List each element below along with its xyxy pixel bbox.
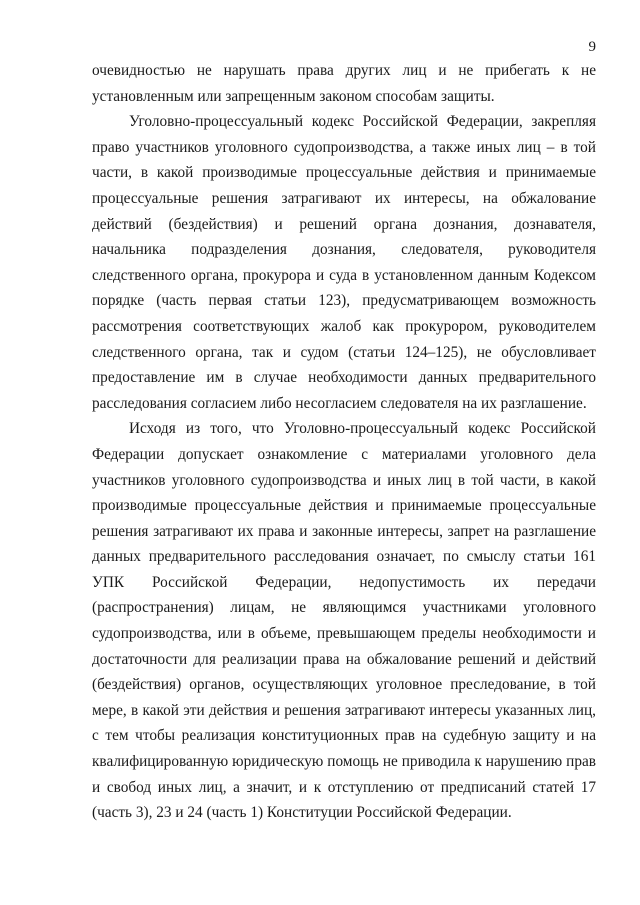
page-number: 9 <box>588 39 596 55</box>
paragraph-disclosure-prohibition: Исходя из того, что Уголовно-процессуальный кодекс Российской Федерации допускает ознакомление с материалами уголовного дела участников уголовного судопроизводства и иных лиц в той части, в какой производимые процессуальные действия и принимаемые процессуальные решения затрагивают их права и законные интересы, запрет на разглашение данных предварительного расследования означает, по смыслу статьи 161 УПК Российской Федерации, недопустимость их передачи (распространения) лицам, не являющимся участниками уголовного судопроизводства, или в объеме, превышающем пределы необходимости и достаточности для реализации права на обжалование решений и действий (бездействия) органов, осуществляющих уголовное преследование, в той мере, в какой эти действия и решения затрагивают интересы указанных лиц, с тем чтобы реализация конституционных прав на судебную защиту и на квалифицированную юридическую помощь не приводила к нарушению прав и свобод иных лиц, а значит, и к отступлению от предписаний статей 17 (часть 3), 23 и 24 (часть 1) Конституции Российской Федерации. <box>92 420 596 822</box>
paragraph-continuation: очевидностью не нарушать права других лиц и не прибегать к не установленным или запрещенным законом способам защиты. <box>92 62 596 105</box>
document-body <box>92 58 596 826</box>
paragraph-code-appeal-rights: Уголовно-процессуальный кодекс Российской Федерации, закрепляя право участников уголовного судопроизводства, а также иных лиц – в той части, в какой производимые процессуальные действия и принимаемые процессуальные решения затрагивают их интересы, на обжалование действий (бездействия) и решений органа дознания, дознавателя, начальника подразделения дознания, следователя, руководителя следственного органа, прокурора и суда в установленном данным Кодексом порядке (часть первая статьи 123), предусматривающем возможность рассмотрения соответствующих жалоб как прокурором, руководителем следственного органа, так и судом (статьи 124–125), не обусловливает предоставление им в случае необходимости данных предварительного расследования согласием либо несогласием следователя на их разглашение. <box>92 113 596 412</box>
